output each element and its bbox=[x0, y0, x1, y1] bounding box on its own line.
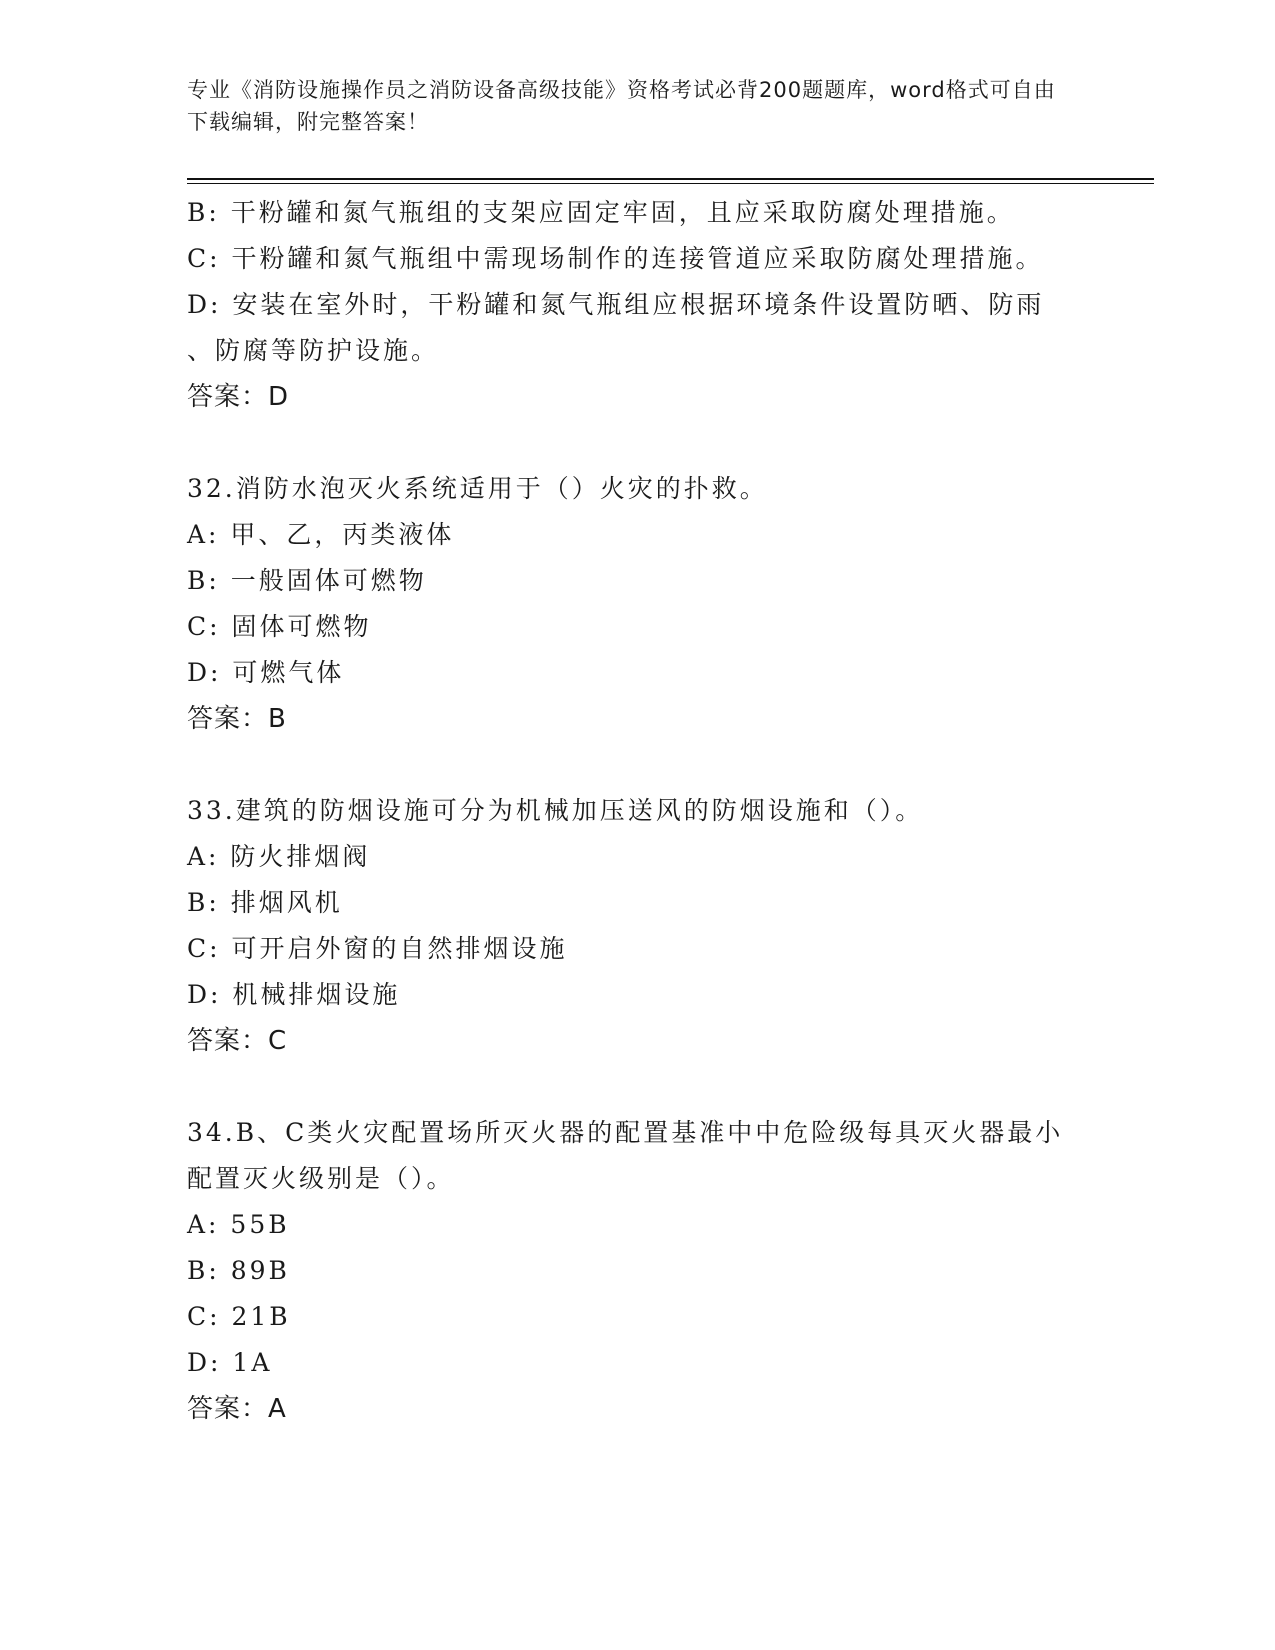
option-d: D: 安装在室外时，干粉罐和氮气瓶组应根据环境条件设置防晒、防雨 bbox=[187, 290, 1045, 319]
option-b: B: 一般固体可燃物 bbox=[187, 566, 427, 595]
answer-line: 答案：B bbox=[187, 704, 287, 734]
question-stem: 34.B、C类火灾配置场所灭火器的配置基准中中危险级每具灭火器最小 bbox=[187, 1118, 1064, 1147]
option-b: B: 排烟风机 bbox=[187, 888, 343, 917]
question-content bbox=[187, 190, 1087, 1432]
option-d-continued: 、防腐等防护设施。 bbox=[187, 336, 440, 365]
option-d: D: 1A bbox=[187, 1348, 273, 1377]
option-a: A: 甲、乙，丙类液体 bbox=[187, 520, 455, 549]
option-d: D: 机械排烟设施 bbox=[187, 980, 401, 1009]
option-c: C: 21B bbox=[187, 1302, 291, 1331]
answer-line: 答案：D bbox=[187, 382, 290, 412]
option-a: A: 防火排烟阀 bbox=[187, 842, 371, 871]
question-32 bbox=[187, 466, 1087, 742]
option-a: A: 55B bbox=[187, 1210, 290, 1239]
option-c: C: 可开启外窗的自然排烟设施 bbox=[187, 934, 568, 963]
partial-question bbox=[187, 190, 1087, 420]
answer-line: 答案：A bbox=[187, 1394, 287, 1424]
question-stem: 33.建筑的防烟设施可分为机械加压送风的防烟设施和（）。 bbox=[187, 796, 924, 825]
option-b: B: 干粉罐和氮气瓶组的支架应固定牢固，且应采取防腐处理措施。 bbox=[187, 198, 1015, 227]
question-stem: 32.消防水泡灭火系统适用于（）火灾的扑救。 bbox=[187, 474, 768, 503]
question-34 bbox=[187, 1110, 1087, 1432]
question-33 bbox=[187, 788, 1087, 1064]
option-b: B: 89B bbox=[187, 1256, 290, 1285]
option-c: C: 固体可燃物 bbox=[187, 612, 372, 641]
answer-line: 答案：C bbox=[187, 1026, 288, 1056]
document-header: 专业《消防设施操作员之消防设备高级技能》资格考试必背200题题库，word格式可自由下载编辑，附完整答案！ bbox=[187, 78, 1056, 134]
header-divider-thin bbox=[187, 183, 1154, 184]
option-c: C: 干粉罐和氮气瓶组中需现场制作的连接管道应采取防腐处理措施。 bbox=[187, 244, 1044, 273]
question-stem-continued: 配置灭火级别是（）。 bbox=[187, 1164, 455, 1193]
option-d: D: 可燃气体 bbox=[187, 658, 345, 687]
header-divider-thick bbox=[187, 178, 1154, 180]
